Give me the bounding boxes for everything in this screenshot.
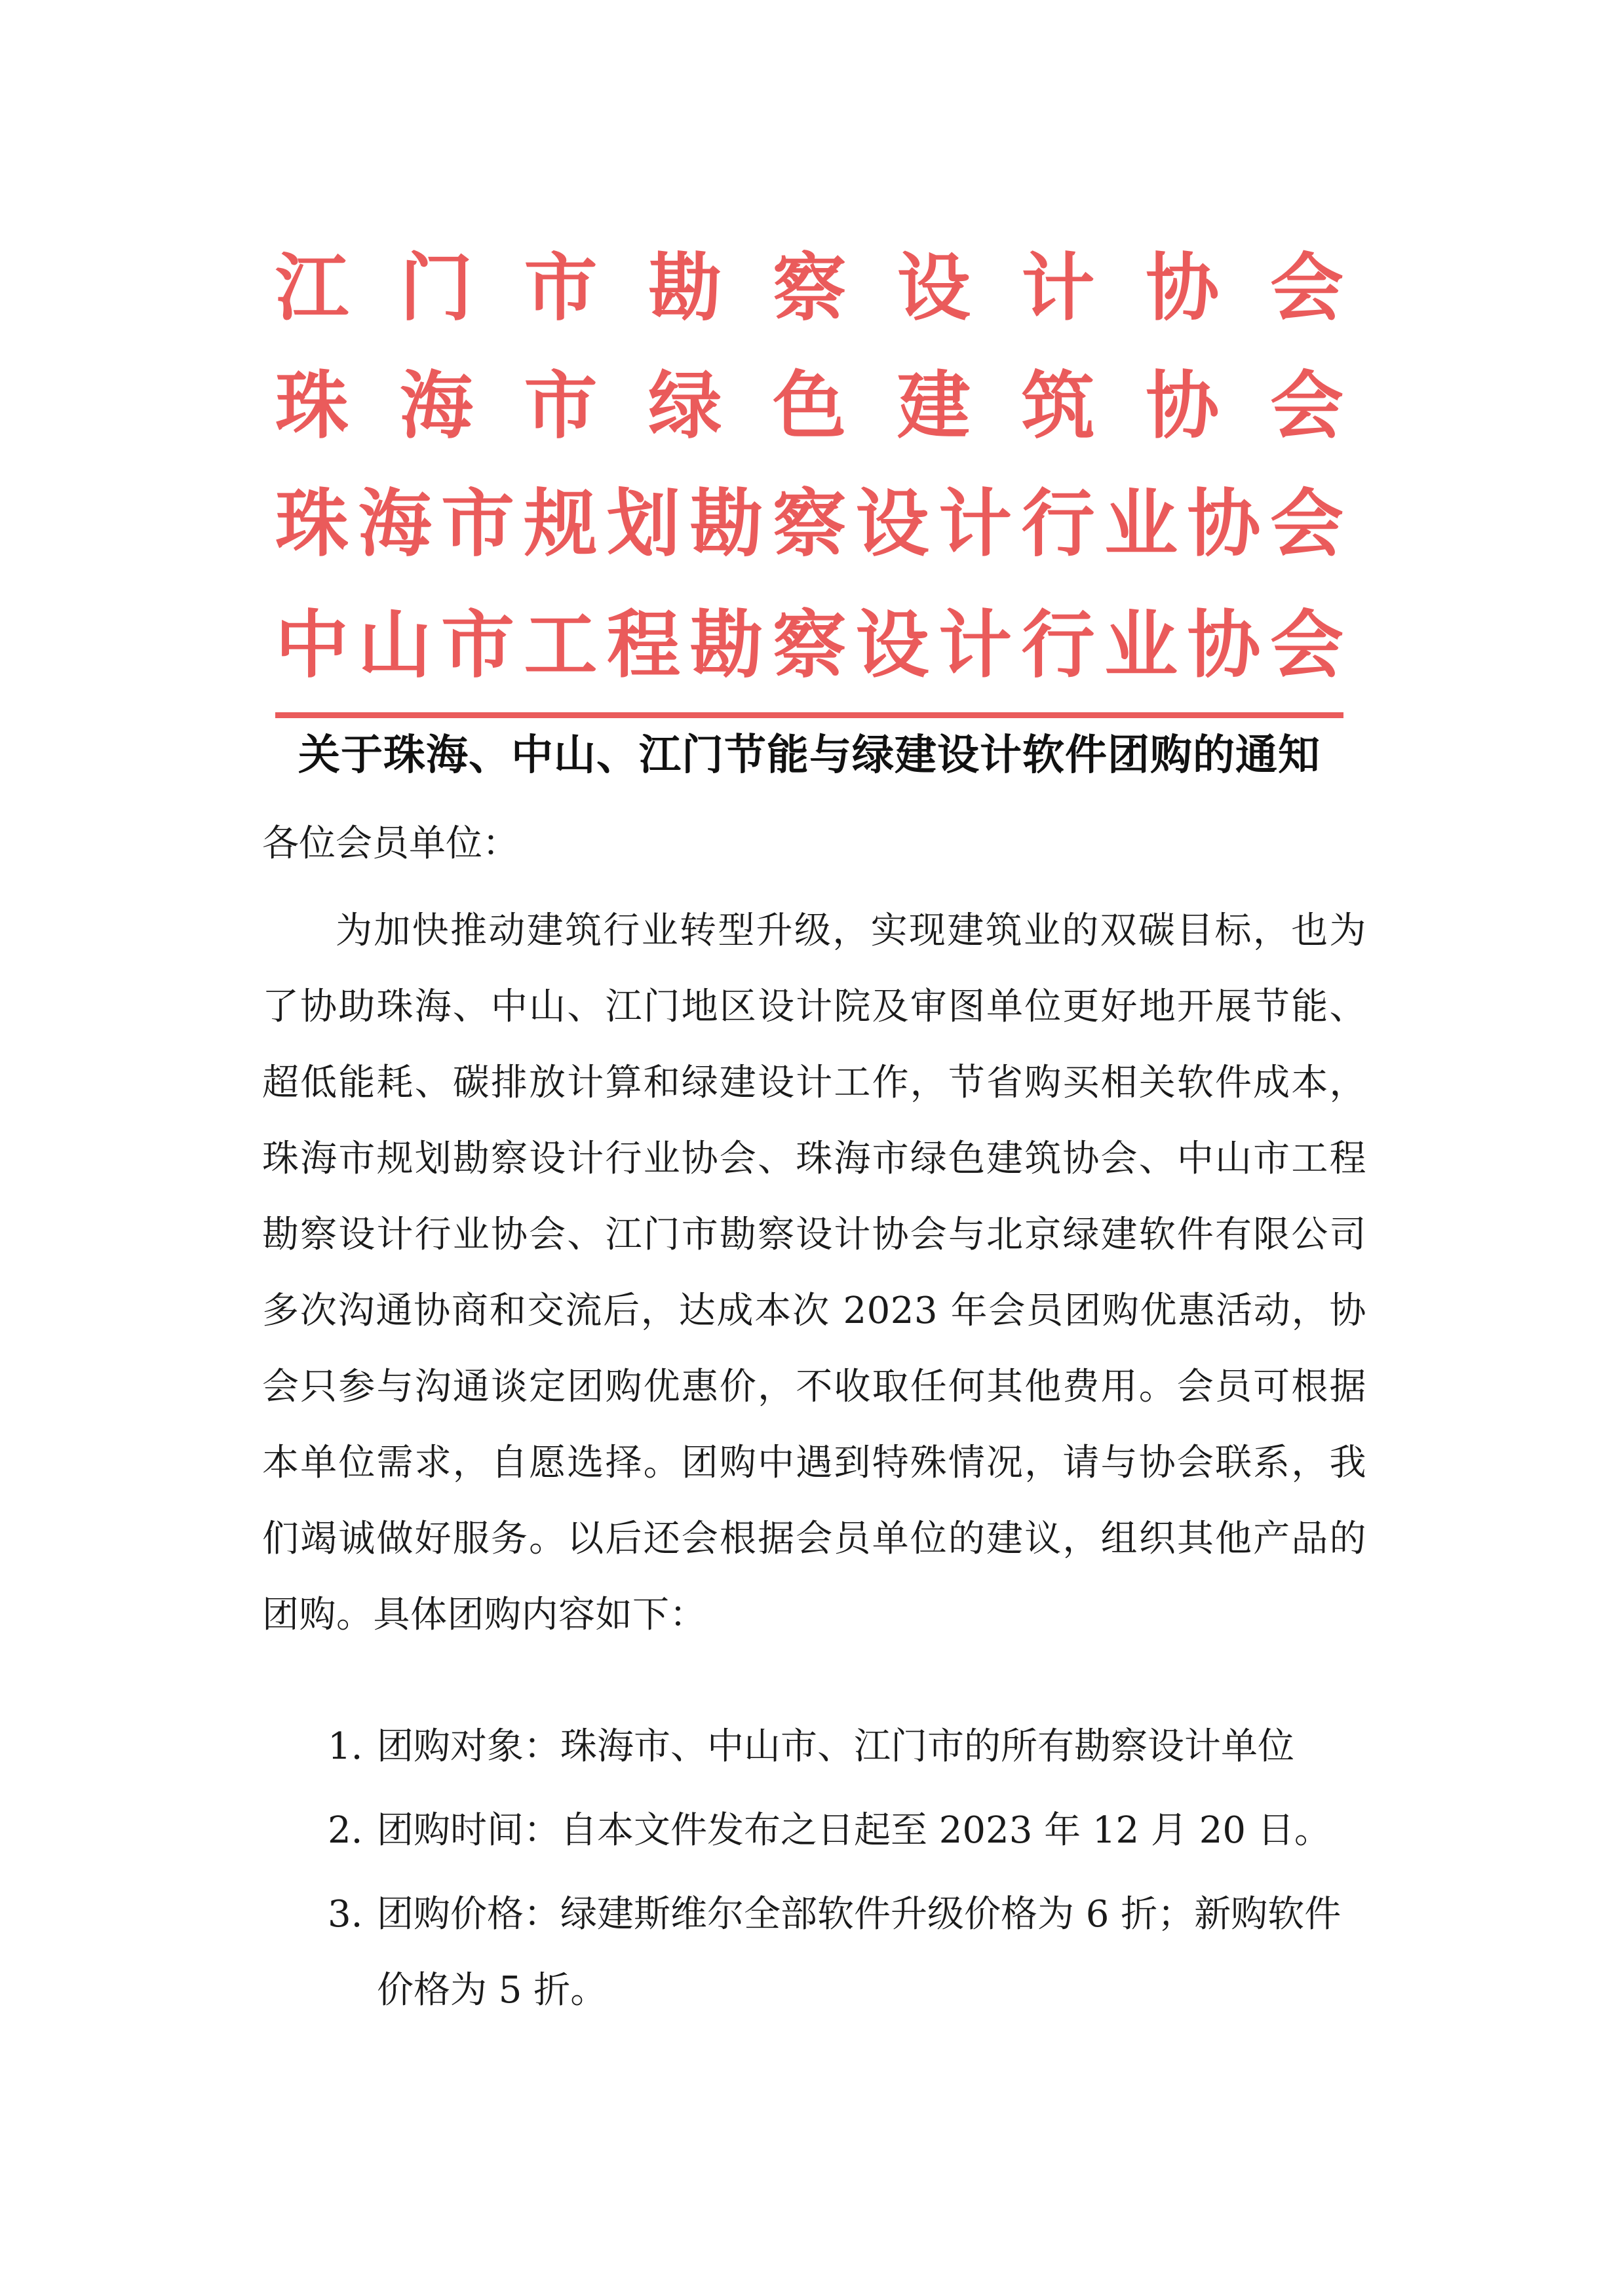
org-name-char: 海 <box>399 364 473 449</box>
org-name-char: 业 <box>1104 482 1178 567</box>
item-text: 团购价格：绿建斯维尔全部软件升级价格为 6 折；新购软件价格为 5 折。 <box>377 1893 1342 2012</box>
org-name-char: 规 <box>524 482 598 567</box>
org-name-char: 筑 <box>1021 364 1095 449</box>
org-name-char: 协 <box>1146 364 1220 449</box>
org-name-char: 协 <box>1146 246 1220 331</box>
item-number: 1. <box>328 1725 363 1768</box>
org-name-char: 山 <box>358 603 432 688</box>
org-name-char: 珠 <box>275 482 349 567</box>
org-name-char: 行 <box>1021 603 1095 688</box>
org-name-char: 市 <box>441 482 514 567</box>
org-name-char: 业 <box>1104 603 1178 688</box>
org-name-char: 勘 <box>689 603 763 688</box>
org-name-zhuhai-green-building <box>275 364 1343 449</box>
org-name-char: 计 <box>938 482 1012 567</box>
list-item <box>262 1877 1366 2029</box>
org-name-char: 江 <box>275 246 349 331</box>
org-name-char: 会 <box>1270 246 1343 331</box>
notice-title: 关于珠海、中山、江门节能与绿建设计软件团购的通知 <box>298 731 1321 780</box>
org-name-zhongshan-engineering-survey-design <box>275 603 1343 688</box>
org-name-char: 绿 <box>648 364 722 449</box>
org-name-char: 设 <box>897 246 971 331</box>
item-text: 团购对象：珠海市、中山市、江门市的所有勘察设计单位 <box>377 1725 1294 1768</box>
item-number: 2. <box>328 1809 363 1852</box>
org-name-char: 市 <box>524 364 598 449</box>
org-name-char: 计 <box>1021 246 1095 331</box>
org-name-char: 勘 <box>648 246 722 331</box>
org-name-char: 行 <box>1021 482 1095 567</box>
org-name-char: 会 <box>1270 482 1343 567</box>
org-name-jiangmen-survey-design <box>275 246 1343 331</box>
org-name-char: 计 <box>938 603 1012 688</box>
item-number: 3. <box>328 1893 363 1936</box>
org-name-char: 协 <box>1187 603 1261 688</box>
org-name-char: 工 <box>524 603 598 688</box>
org-name-char: 会 <box>1270 603 1343 688</box>
org-name-char: 门 <box>399 246 473 331</box>
org-name-char: 色 <box>773 364 846 449</box>
org-name-char: 设 <box>855 482 929 567</box>
list-item <box>262 1709 1366 1785</box>
org-name-char: 珠 <box>275 364 349 449</box>
salutation: 各位会员单位： <box>262 822 519 865</box>
org-name-char: 中 <box>275 603 349 688</box>
org-name-char: 察 <box>773 482 846 567</box>
letterhead-red-rule <box>275 712 1343 718</box>
org-name-zhuhai-planning-survey-design <box>275 482 1343 567</box>
org-name-char: 设 <box>855 603 929 688</box>
org-name-char: 程 <box>607 603 680 688</box>
list-item <box>262 1793 1366 1869</box>
item-text: 团购时间：自本文件发布之日起至 2023 年 12 月 20 日。 <box>377 1809 1331 1852</box>
body-paragraph: 为加快推动建筑行业转型升级，实现建筑业的双碳目标，也为了协助珠海、中山、江门地区设计院及审图单位更好地开展节能、超低能耗、碳排放计算和绿建设计工作，节省购买相关软件成本，珠海市规划勘察设计行业协会、珠海市绿色建筑协会、中山市工程勘察设计行业协会、江门市勘察设计协会与北京绿建软件有限公司多次沟通协商和交流后，达成本次 2023 年会员团购优惠活动，协会只参与沟通谈定团购优惠价，不收取任何其他费用。会员可根据本单位需求，自愿选择。团购中遇到特殊情况，请与协会联系，我们竭诚做好服务。以后还会根据会员单位的建议，组织其他产品的团购。具体团购内容如下： <box>262 909 1366 1636</box>
org-name-char: 会 <box>1270 364 1343 449</box>
org-name-char: 察 <box>773 603 846 688</box>
org-name-char: 海 <box>358 482 432 567</box>
org-name-char: 勘 <box>689 482 763 567</box>
org-name-char: 划 <box>607 482 680 567</box>
org-name-char: 市 <box>524 246 598 331</box>
org-name-char: 建 <box>897 364 971 449</box>
org-name-char: 市 <box>441 603 514 688</box>
org-name-char: 协 <box>1187 482 1261 567</box>
notice-items-list <box>262 1709 1366 2037</box>
org-name-char: 察 <box>773 246 846 331</box>
